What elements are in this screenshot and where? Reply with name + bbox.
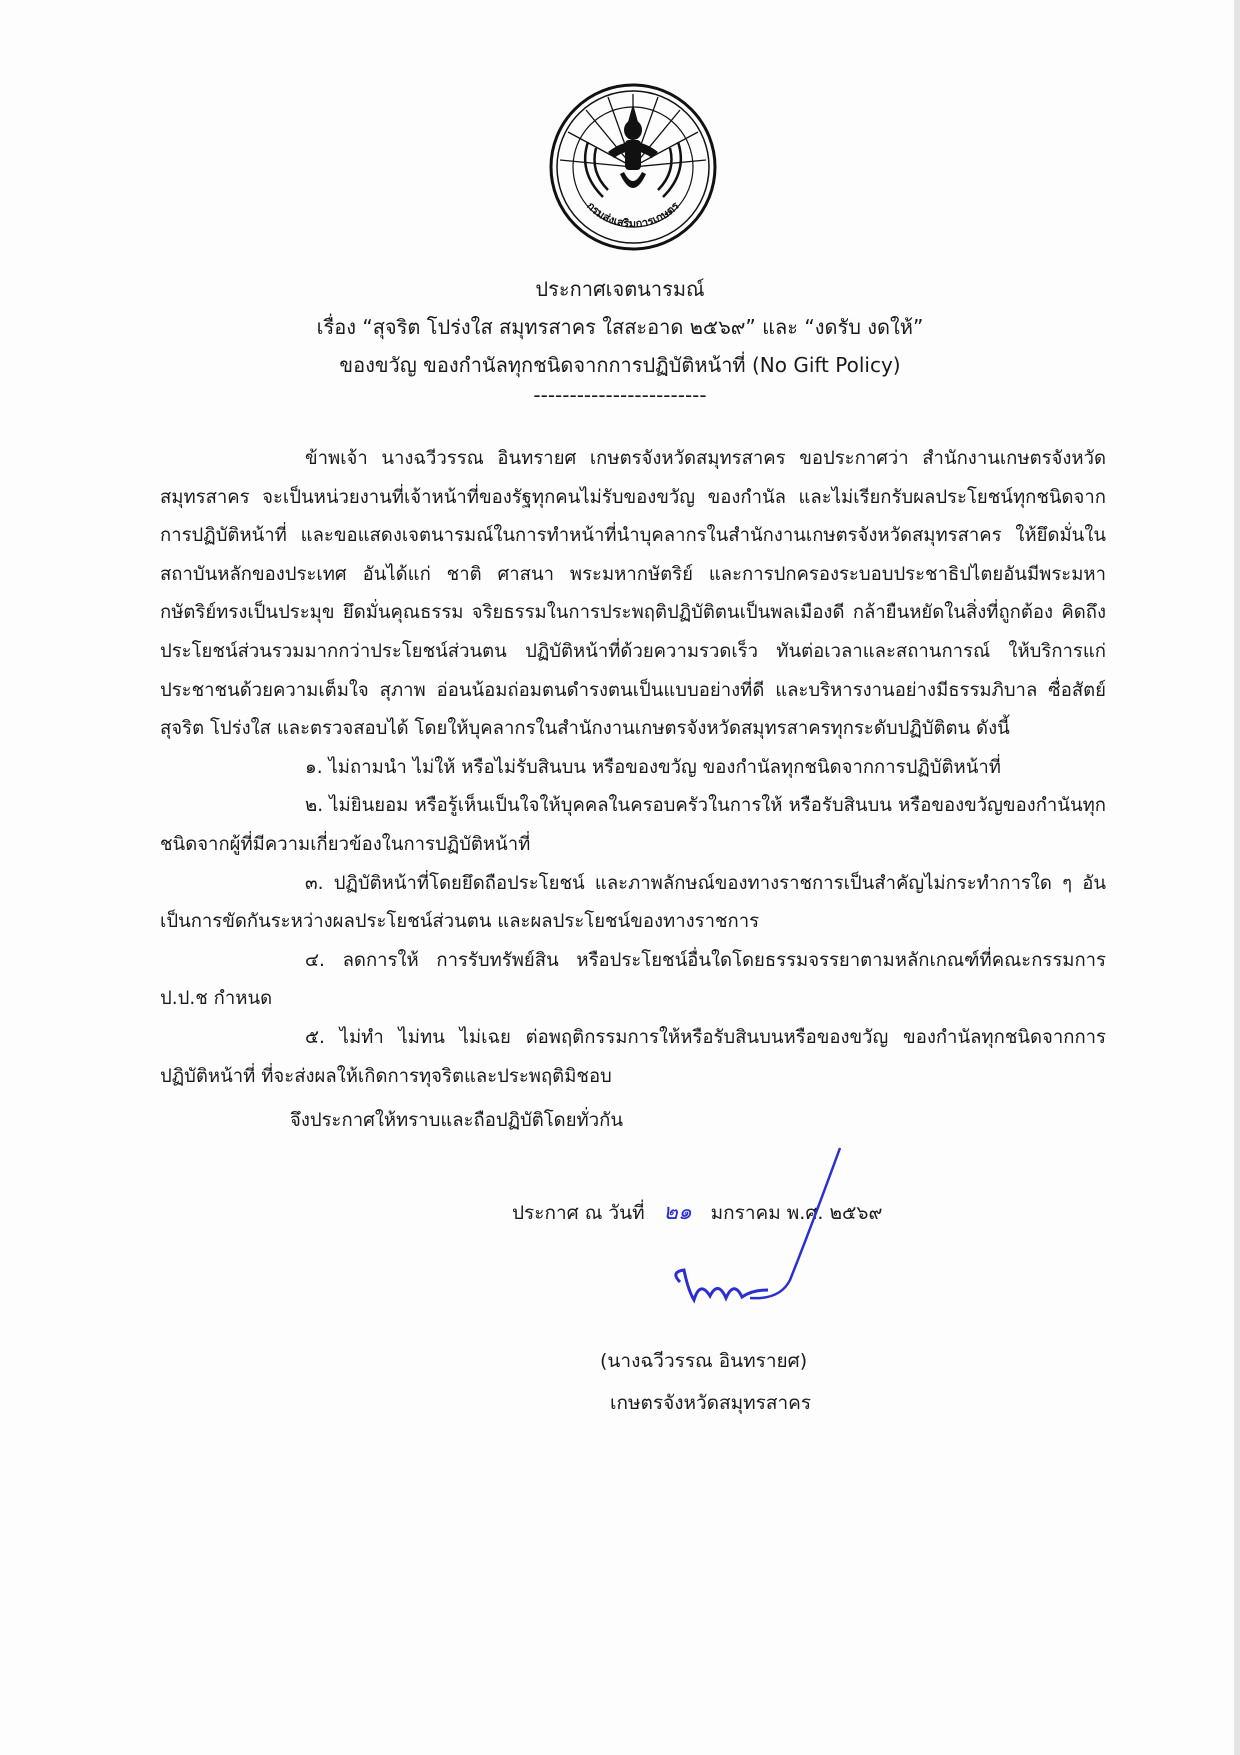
list-item: ๑. ไม่ถามนำ ไม่ให้ หรือไม่รับสินบน หรือของขวัญ ของกำนัลทุกชนิดจากการปฏิบัติหน้าที่ <box>305 756 1001 778</box>
announcement-header <box>160 270 1080 406</box>
seal-arc-text: กรมส่งเสริมการเกษตร <box>584 199 682 231</box>
list-item: ๔. ลดการให้ การรับทรัพย์สิน หรือประโยชน์อื่นใดโดยธรรมจรรยาตามหลักเกณฑ์ที่คณะกรรมการ ป.ป.ช กำหนด <box>160 949 1106 1010</box>
date-prefix: ประกาศ ณ วันที่ <box>512 1202 645 1224</box>
intro-paragraph: ข้าพเจ้า นางฉวีวรรณ อินทรายศ เกษตรจังหวัดสมุทรสาคร ขอประกาศว่า สำนักงานเกษตรจังหวัดสมุทรสาคร จะเป็นหน่วยงานที่เจ้าหน้าที่ของรัฐทุกคนไม่รับของขวัญ ของกำนัล และไม่เรียกรับผลประโยชน์ทุกชนิดจากการปฏิบัติหน้าที่ และขอแสดงเจตนารมณ์ในการทำหน้าที่นำบุคลากรในสำนักงานเกษตรจังหวัดสมุทรสาคร ให้ยึดมั่นในสถาบันหลักของประเทศ อันได้แก่ ชาติ ศาสนา พระมหากษัตริย์ และการปกครองระบอบประชาธิปไตยอันมีพระมหากษัตริย์ทรงเป็นประมุข ยึดมั่นคุณธรรม จริยธรรมในการประพฤติปฏิบัติตนเป็นพลเมืองดี กล้ายืนหยัดในสิ่งที่ถูกต้อง คิดถึงประโยชน์ส่วนรวมมากกว่าประโยชน์ส่วนตน ปฏิบัติหน้าที่ด้วยความรวดเร็ว ทันต่อเวลาและสถานการณ์ ให้บริการแก่ประชาชนด้วยความเต็มใจ สุภาพ อ่อนน้อมถ่อมตนดำรงตนเป็นแบบอย่างที่ดี และบริหารงานอย่างมีธรรมภิบาล ซื่อสัตย์สุจริต โปร่งใส และตรวจสอบได้ โดยให้บุคลากรในสำนักงานเกษตรจังหวัดสมุทรสาครทุกระดับปฏิบัติตน ดังนี้ <box>160 448 1106 740</box>
list-item: ๒. ไม่ยินยอม หรือรู้เห็นเป็นใจให้บุคคลในครอบครัวในการให้ หรือรับสินบน หรือของขวัญของกำนันทุกชนิดจากผู้ที่มีความเกี่ยวข้องในการปฏิบัติหน้าที่ <box>160 795 1106 855</box>
closing-line: จึงประกาศให้ทราบและถือปฏิบัติโดยทั่วกัน <box>290 1110 623 1132</box>
date-day-handwritten: ๒๑ <box>663 1200 692 1225</box>
header-title: ประกาศเจตนารมณ์ <box>535 277 705 301</box>
header-subject: เรื่อง “สุจริต โปร่งใส สมุทรสาคร ใสสะอาด ๒๕๖๙” และ “งดรับ งดให้” <box>316 315 924 339</box>
handwritten-signature <box>640 1140 860 1330</box>
scan-edge <box>1234 0 1240 1755</box>
list-item: ๓. ปฏิบัติหน้าที่โดยยึดถือประโยชน์ และภาพลักษณ์ของทางราชการเป็นสำคัญไม่กระทำการใด ๆ อันเป็นการขัดกันระหว่างผลประโยชน์ส่วนตน และผลประโยชน์ของทางราชการ <box>160 872 1106 933</box>
agriculture-department-seal-icon <box>548 82 718 252</box>
list-item: ๕. ไม่ทำ ไม่ทน ไม่เฉย ต่อพฤติกรรมการให้หรือรับสินบนหรือของขวัญ ของกำนัลทุกชนิดจากการปฏิบัติหน้าที่ ที่จะส่งผลให้เกิดการทุจริตและประพฤติมิชอบ <box>160 1026 1106 1087</box>
header-divider: ------------------------ <box>533 383 707 407</box>
signatory-position: เกษตรจังหวัดสมุทรสาคร <box>610 1392 812 1414</box>
announcement-body <box>160 440 1106 1141</box>
signatory-name: (นางฉวีวรรณ อินทรายศ) <box>600 1350 808 1372</box>
date-month-year: มกราคม พ.ศ. ๒๕๖๙ <box>710 1202 883 1224</box>
svg-text:กรมส่งเสริมการเกษตร <box>584 199 682 230</box>
header-subject-cont: ของขวัญ ของกำนัลทุกชนิดจากการปฏิบัติหน้าที่ (No Gift Policy) <box>339 353 901 377</box>
